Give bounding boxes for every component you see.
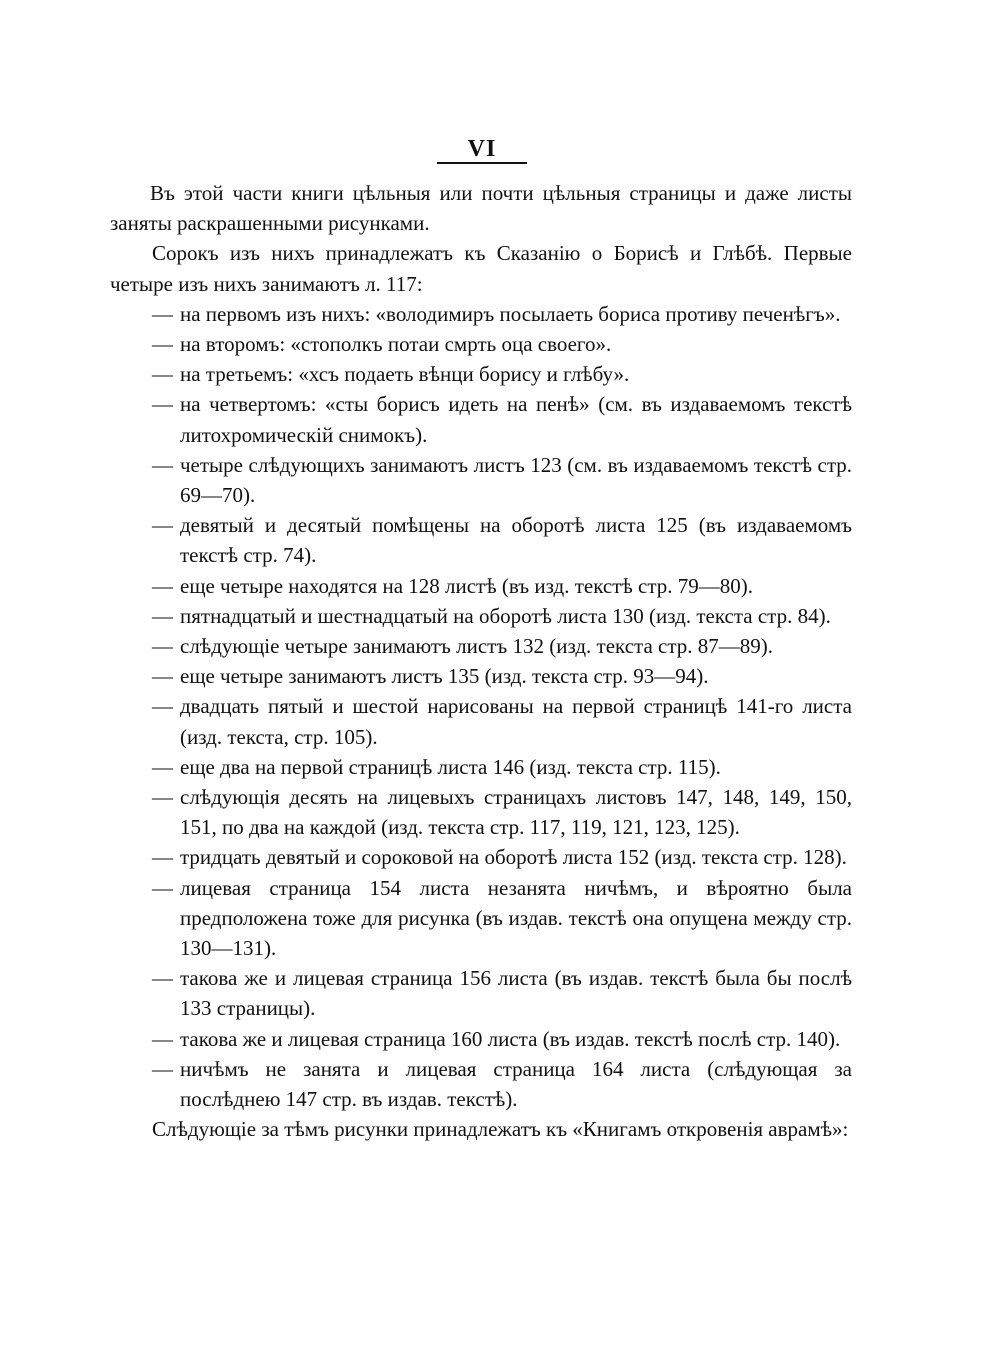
- list-item-text: слѣдующіе четыре занимаютъ листъ 132 (изд. текста стр. 87—89).: [180, 634, 774, 659]
- list-dash: —: [152, 573, 173, 598]
- list-dash: —: [152, 785, 173, 810]
- intro-paragraph-2: Сорокъ изъ нихъ принадлежатъ къ Сказанію о Борисѣ и Глѣбѣ. Первые четыре изъ нихъ занимаютъ л. 117:: [110, 241, 852, 296]
- list-item-text: еще два на первой страницѣ листа 146 (изд. текста стр. 115).: [180, 754, 721, 779]
- list-item: [110, 782, 852, 842]
- list-item: [110, 661, 852, 691]
- list-item-text: на третьемъ: «хсъ подаеть вѣнци борису и глѣбу».: [180, 362, 630, 387]
- list-item: [110, 359, 852, 389]
- list-item-text: пятнадцатый и шестнадцатый на оборотѣ листа 130 (изд. текста стр. 84).: [180, 603, 831, 628]
- list-item: [110, 299, 852, 329]
- list-item-text: ничѣмъ не занята и лицевая страница 164 листа (слѣдующая за послѣднею 147 стр. въ издав. текстѣ).: [180, 1056, 852, 1112]
- list-item-text: четыре слѣдующихъ занимаютъ листъ 123 (см. въ издаваемомъ текстѣ стр. 69—70).: [180, 452, 852, 508]
- list-dash: —: [152, 513, 173, 538]
- list-item: [110, 752, 852, 782]
- list-item-text: лицевая страница 154 листа незанята ничѣмъ, и вѣроятно была предположена тоже для рисунка (въ издав. текстѣ она опущена между стр. 130—131).: [180, 875, 852, 961]
- body-text: [110, 178, 852, 1145]
- list-item-text: на второмъ: «стополкъ потаи смрть оца своего».: [180, 332, 612, 357]
- list-item-text: тридцать девятый и сороковой на оборотѣ листа 152 (изд. текста стр. 128).: [180, 845, 847, 870]
- intro-paragraph-1: Въ этой части книги цѣльныя или почти цѣльныя страницы и даже листы заняты раскрашенными рисунками.: [110, 181, 852, 236]
- list-dash: —: [152, 664, 173, 689]
- list-item: [110, 631, 852, 661]
- list-dash: —: [152, 332, 173, 357]
- page-number: VI: [467, 136, 497, 162]
- list-item-text: еще четыре занимаютъ листъ 135 (изд. текста стр. 93—94).: [180, 664, 709, 689]
- list-dash: —: [152, 603, 173, 628]
- list-item: [110, 963, 852, 1023]
- list-dash: —: [152, 634, 173, 659]
- list-dash: —: [152, 966, 173, 991]
- list-item: [110, 842, 852, 872]
- list-item-text: такова же и лицевая страница 160 листа (въ издав. текстѣ послѣ стр. 140).: [180, 1026, 841, 1051]
- list-item: [110, 691, 852, 751]
- list-dash: —: [152, 875, 173, 900]
- list-item-text: еще четыре находятся на 128 листѣ (въ изд. текстѣ стр. 79—80).: [180, 573, 754, 598]
- list-dash: —: [152, 694, 173, 719]
- list-item: [110, 571, 852, 601]
- list-dash: —: [152, 1056, 173, 1081]
- list-item-text: на четвертомъ: «сты борисъ идеть на пенѣ» (см. въ издаваемомъ текстѣ литохромическій снимокъ).: [180, 392, 852, 447]
- list-item: [110, 1024, 852, 1054]
- list-item-text: девятый и десятый помѣщены на оборотѣ листа 125 (въ издаваемомъ текстѣ стр. 74).: [180, 513, 852, 568]
- list-dash: —: [152, 754, 173, 779]
- list-dash: —: [152, 452, 173, 477]
- list-dash: —: [152, 362, 173, 387]
- list-dash: —: [152, 845, 173, 870]
- list-item: [110, 389, 852, 449]
- list-item: [110, 329, 852, 359]
- illustration-list: [110, 299, 852, 1114]
- list-item-text: такова же и лицевая страница 156 листа (въ издав. текстѣ была бы послѣ 133 страницы).: [180, 966, 852, 1021]
- list-item: [110, 873, 852, 964]
- list-item: [110, 601, 852, 631]
- list-dash: —: [152, 301, 173, 326]
- list-dash: —: [152, 1026, 173, 1051]
- list-dash: —: [152, 392, 173, 417]
- list-item-text: на первомъ изъ нихъ: «володимиръ посылаеть бориса противу печенѣгъ».: [180, 301, 841, 326]
- list-item: [110, 450, 852, 510]
- closing-paragraph: Слѣдующіе за тѣмъ рисунки принадлежатъ къ «Книгамъ откровенія аврамѣ»:: [152, 1117, 849, 1142]
- page-number-rule: [437, 162, 527, 164]
- list-item-text: двадцать пятый и шестой нарисованы на первой страницѣ 141-го листа (изд. текста, стр. 105).: [180, 694, 852, 749]
- list-item-text: слѣдующія десять на лицевыхъ страницахъ листовъ 147, 148, 149, 150, 151, по два на каждой (изд. текста стр. 117, 119, 121, 123, 125).: [180, 785, 852, 840]
- list-item: [110, 1054, 852, 1114]
- list-item: [110, 510, 852, 570]
